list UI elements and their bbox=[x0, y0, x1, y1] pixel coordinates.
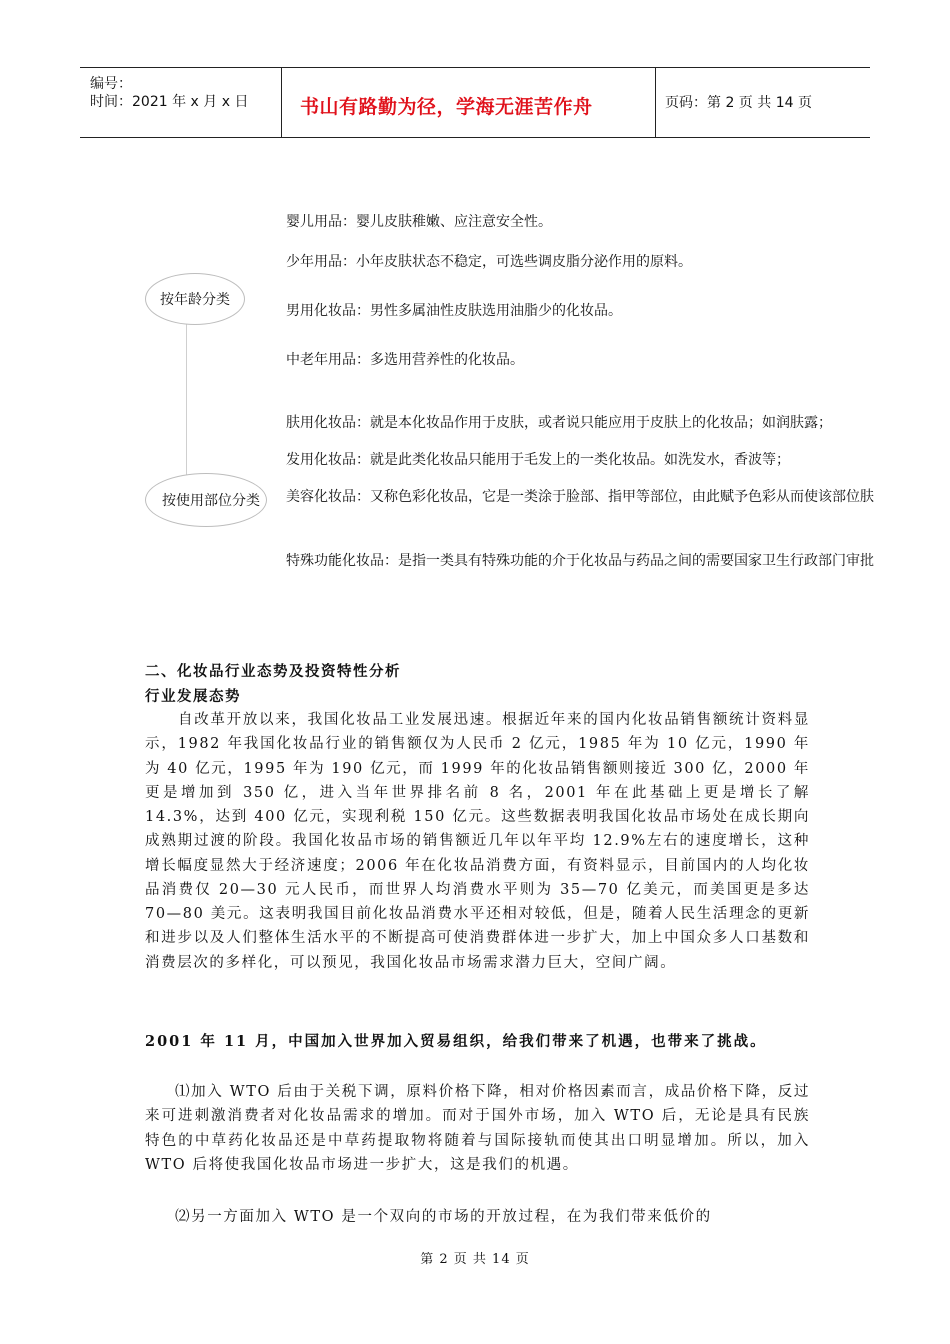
header-motto-cell bbox=[282, 68, 656, 137]
mindmap-node-age bbox=[145, 273, 245, 325]
paragraph-industry-trend: 自改革开放以来，我国化妆品工业发展迅速。根据近年来的国内化妆品销售额统计资料显示，1982 年我国化妆品行业的销售额仅为人民币 2 亿元，1985 年为 10 亿元，1990 年为 40 亿元，1995 年为 190 亿元，而 1999 年的化妆品销售额则接近 300 亿，2000 年更是增加到 350 亿，进入当年世界排名前 8 名，2001 年在此基础上更是增长了解 14.3%，达到 400 亿元，实现利税 150 亿元。这些数据表明我国化妆品市场处在成长期向成熟期过渡的阶段。我国化妆品市场的销售额近几年以年平均 12.9%左右的速度增长，这种增长幅度显然大于经济速度；2006 年在化妆品消费方面，有资料显示，目前国内的人均化妆品消费仅 20—30 元人民币，而世界人均消费水平则为 35—70 亿美元，而美国更是多达 70—80 美元。这表明我国目前化妆品消费水平还相对较低，但是，随着人民生活理念的更新和进步以及人们整体生活水平的不断提高可使消费群体进一步扩大，加上中国众多人口基数和消费层次的多样化，可以预见，我国化妆品市场需求潜力巨大，空间广阔。 bbox=[145, 712, 810, 971]
mindmap-part-item: 发用化妆品：就是此类化妆品只能用于毛发上的一类化妆品。如洗发水，香波等； bbox=[286, 452, 790, 468]
header-time-label: 时间：2021 年 x 月 x 日 bbox=[90, 94, 249, 110]
mindmap-age-item: 少年用品：小年皮肤状态不稳定，可选些调皮脂分泌作用的原料。 bbox=[286, 254, 692, 270]
mindmap-node-part bbox=[145, 473, 267, 527]
page-header bbox=[80, 67, 870, 138]
mindmap-part-item: 特殊功能化妆品：是指一类具有特殊功能的介于化妆品与药品之间的需要国家卫生行政部门审批 bbox=[286, 553, 874, 569]
paragraph-wto-challenge: ⑵另一方面加入 WTO 是一个双向的市场的开放过程，在为我们带来低价的 bbox=[175, 1209, 712, 1225]
mindmap-part-item: 肤用化妆品：就是本化妆品作用于皮肤，或者说只能应用于皮肤上的化妆品；如润肤露； bbox=[286, 415, 832, 431]
mindmap-node-age-label: 按年龄分类 bbox=[160, 292, 230, 308]
paragraph-wto-intro: 2001 年 11 月，中国加入世界加入贸易组织，给我们带来了机遇，也带来了挑战。 bbox=[145, 1033, 767, 1050]
section-title: 二、化妆品行业态势及投资特性分析 bbox=[145, 663, 401, 680]
header-page-info: 页码：第 2 页 共 14 页 bbox=[665, 95, 812, 111]
section-subtitle: 行业发展态势 bbox=[145, 688, 241, 705]
mindmap-age-item: 婴儿用品：婴儿皮肤稚嫩、应注意安全性。 bbox=[286, 214, 552, 230]
mindmap-part-item: 美容化妆品：又称色彩化妆品，它是一类涂于脸部、指甲等部位，由此赋予色彩从而使该部位肤 bbox=[286, 489, 874, 505]
mindmap-connector-line bbox=[186, 320, 187, 478]
header-meta-cell bbox=[80, 68, 282, 137]
header-motto: 书山有路勤为径，学海无涯苦作舟 bbox=[300, 96, 593, 118]
mindmap-age-item: 男用化妆品：男性多属油性皮肤选用油脂少的化妆品。 bbox=[286, 303, 622, 319]
page-footer-number: 第 2 页 共 14 页 bbox=[420, 1252, 530, 1267]
paragraph-wto-opportunity: ⑴加入 WTO 后由于关税下调，原料价格下降，相对价格因素而言，成品价格下降，反过来可进刺激消费者对化妆品需求的增加。而对于国外市场，加入 WTO 后，无论是具有民族特色的中草药化妆品还是中草药提取物将随着与国际接轨而使其出口明显增加。所以，加入 WTO 后将使我国化妆品市场进一步扩大，这是我们的机遇。 bbox=[145, 1084, 810, 1173]
mindmap-age-item: 中老年用品：多选用营养性的化妆品。 bbox=[286, 352, 524, 368]
header-number-label: 编号： bbox=[90, 76, 132, 92]
mindmap-node-part-label: 按使用部位分类 bbox=[162, 493, 260, 509]
